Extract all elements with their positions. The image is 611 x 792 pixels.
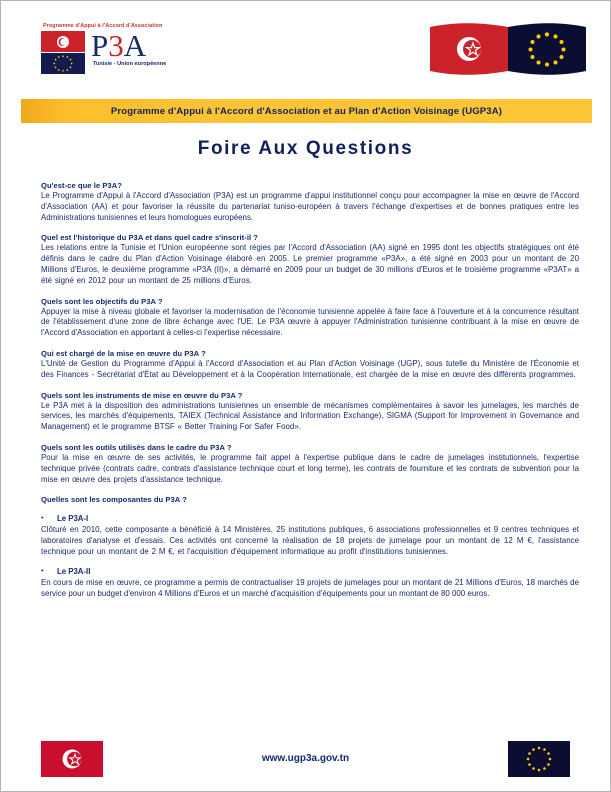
logo-tagline-bottom: Tunisie - Union européenne bbox=[93, 61, 167, 67]
faq-item bbox=[41, 391, 579, 433]
banner-text: Programme d'Appui à l'Accord d'Association et au Plan d'Action Voisinage (UGP3A) bbox=[110, 105, 503, 117]
faq-question: Qui est chargé de la mise en œuvre du P3A ? bbox=[41, 348, 206, 358]
logo-letter-p: P bbox=[91, 28, 109, 63]
logo-acronym bbox=[91, 28, 166, 63]
eu-flag-shape bbox=[508, 23, 586, 75]
logo-tagline-top: Programme d'Appui à l'Accord d'Association bbox=[43, 23, 163, 29]
european-union-flag-icon bbox=[41, 53, 85, 74]
footer-eu-flag-icon bbox=[508, 741, 570, 777]
component-item bbox=[41, 514, 579, 557]
page-footer bbox=[1, 741, 610, 781]
faq-answer: L'Unité de Gestion du Programme d'Appui à l'Accord d'Association et au Plan d'Action Voisinage (UGP), sous tutelle du Ministère de l'Économie et des Finances - Secrétariat d'État au Développement et à la Coopération Internationale, est chargée de la mise en œuvre des différents programmes. bbox=[41, 358, 579, 379]
faq-answer: Pour la mise en œuvre de ses activités, le programme fait appel à l'expertise publique dans le cadre de jumelages institutionnels, l'expertise technique privée (contrats cadre, contrats d'assistance technique court et long terme), les contrats de fourniture et les contrats de subvention pour la mise en œuvre des projets d'assistance technique. bbox=[41, 452, 579, 484]
faq-content bbox=[41, 181, 579, 599]
bullet-icon: • bbox=[41, 567, 44, 575]
faq-item bbox=[41, 349, 579, 381]
faq-answer: Appuyer la mise à niveau globale et favoriser la modernisation de l'économie tunisienne appelée à faire face à l'ouverture et à la concurrence résultant de l'établissement d'une zone de libre échange avec l'UE. Le P3A œuvre à appuyer l'Administration tunisienne contribuant à la mise en œuvre de l'Accord d'Association en apportant à celles-ci l'expertise nécessaire. bbox=[41, 306, 579, 338]
page-title: Foire Aux Questions bbox=[197, 138, 414, 159]
faq-item bbox=[41, 495, 579, 504]
faq-question: Quelles sont les composantes du P3A ? bbox=[41, 495, 187, 505]
footer-website-url[interactable]: www.ugp3a.gov.tn bbox=[261, 753, 350, 764]
component-label: Le P3A-I bbox=[57, 514, 89, 524]
logo-letter-3: 3 bbox=[108, 28, 124, 63]
faq-answer: Le P3A met à la disposition des administrations tunisiennes un ensemble de mécanismes complémentaires à savoir les jumelages, les marchés de services, les marchés d'équipements, TAIEX (Technical Assistance and Information Exchange), SIGMA (Support for Improvement in Governance and Management) et le programme BTSF « Better Training For Safer Food». bbox=[41, 400, 579, 432]
logo-letter-a: A bbox=[123, 28, 147, 63]
faq-item bbox=[41, 181, 579, 223]
faq-item bbox=[41, 297, 579, 339]
faq-question: Quel est l'historique du P3A et dans quel cadre s'inscrit-il ? bbox=[41, 233, 258, 243]
faq-question: Quels sont les outils utilisés dans le cadre du P3A ? bbox=[41, 442, 232, 452]
faq-question: Qu'est-ce que le P3A? bbox=[41, 181, 122, 190]
faq-question: Quels sont les instruments de mise en œuvre du P3A ? bbox=[41, 390, 243, 400]
p3a-logo bbox=[41, 23, 291, 74]
page-header bbox=[1, 1, 610, 81]
programme-banner bbox=[21, 99, 592, 123]
bullet-icon: • bbox=[41, 515, 44, 523]
component-label: Le P3A-II bbox=[57, 566, 91, 576]
faq-answer: Le Programme d'Appui à l'Accord d'Association (P3A) est un programme d'appui institutionnel conçu pour accompagner la mise en œuvre de l'Accord d'Association (AA) et pour favoriser la réussite du partenariat tuniso-européen à travers l'échange d'expertises et de bonnes pratiques entre les Administrations tunisiennes et leurs homologues européens. bbox=[41, 191, 579, 222]
faq-item bbox=[41, 233, 579, 286]
faq-item bbox=[41, 443, 579, 485]
component-item bbox=[41, 567, 579, 600]
component-text: En cours de mise en œuvre, ce programme a permis de contractualiser 19 projets de jumelages pour un montant de 21 Millions d'Euros, 18 marchés de service pour un budget d'environ 4 Millions d'Euros et un marché d'acquisition d'équipements pour un montant de 80 000 euros. bbox=[41, 577, 579, 598]
header-flags bbox=[424, 21, 594, 79]
component-text: Clôturé en 2010, cette composante a bénéficié à 14 Ministères, 25 institutions publiques, 6 associations professionnelles et 9 centres techniques et laboratoires d'analyse et d'essais. Ces activités ont concerné la réalisation de 18 projets de jumelage pour un montant de 12 M €, l'assistance technique pour un montant de 2 M €, et l'acquisition d'équipement informatique au profit d'institutions tunisiennes. bbox=[41, 525, 579, 556]
faq-question: Quels sont les objectifs du P3A ? bbox=[41, 296, 163, 306]
tunisia-flag-icon bbox=[41, 31, 85, 52]
faq-answer: Les relations entre la Tunisie et l'Union européenne sont régies par l'Accord d'Association (AA) signé en 1995 dont les objectifs stratégiques ont été définis dans le cadre du Plan d'Action Voisinage élaboré en 2005. Le premier programme «P3A», a été signé en 2003 pour un montant de 20 Millions d'Euros, le deuxième programme «P3A (II)», a démarré en 2009 pour un budget de 30 millions d'Euros et le troisième programme «P3AT» a été signé en 2012 pour un montant de 25 millions d'Euros. bbox=[41, 243, 579, 285]
logo-flag-stack bbox=[41, 31, 85, 74]
